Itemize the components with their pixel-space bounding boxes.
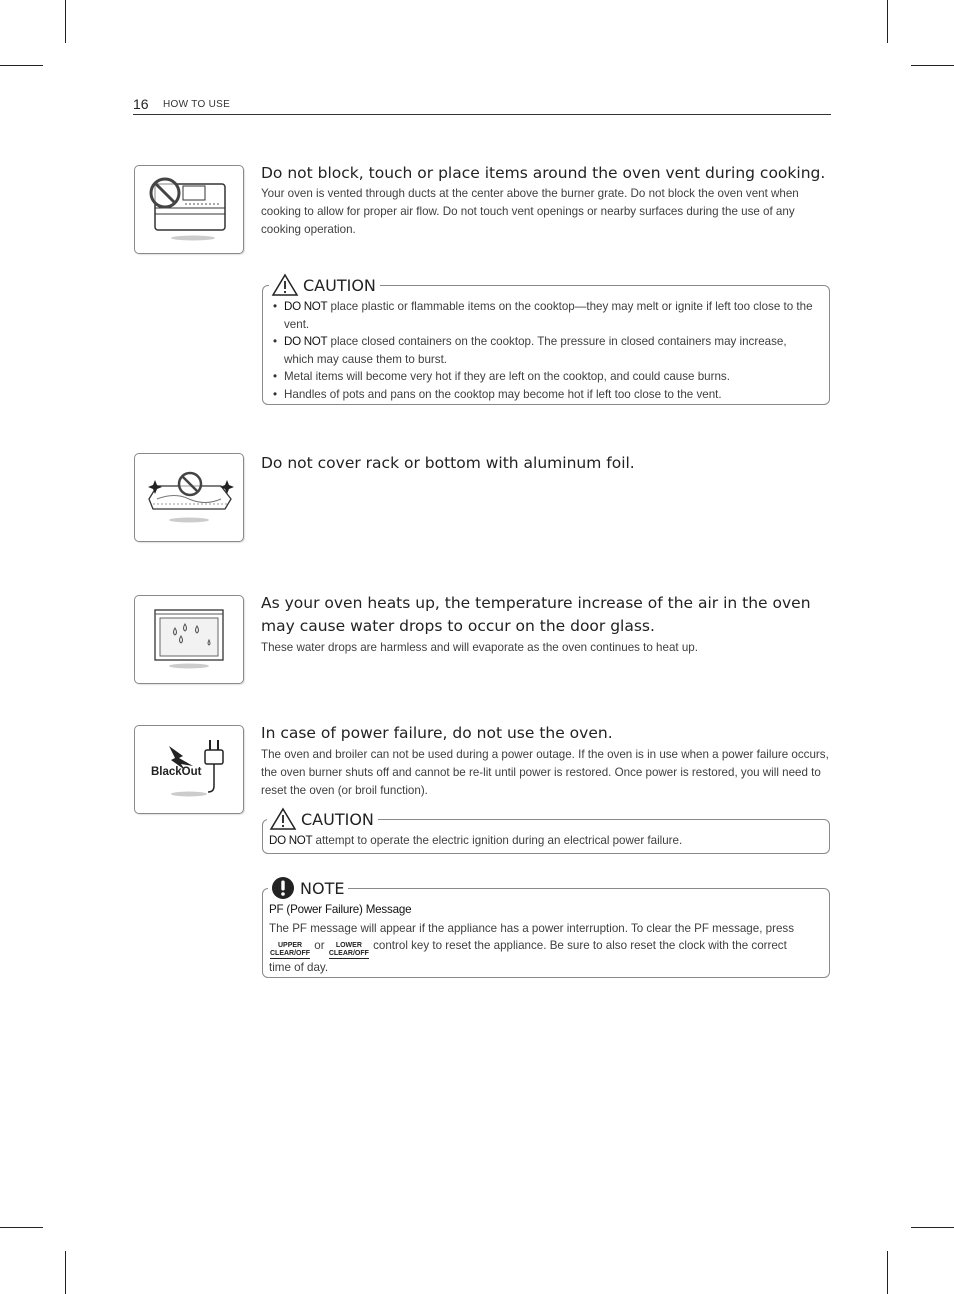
- vent-body: Your oven is vented through ducts at the center above the burner grate. Do not block the oven vent when cooking to allow for proper air flow. Do not touch vent openings or nearby surfaces during the use of any cooking operation.: [261, 187, 799, 236]
- crop-mark: [65, 0, 66, 43]
- page-header: [133, 96, 831, 115]
- caution-item: • DO NOT place closed containers on the cooktop. The pressure in closed containers may increase, which may cause them to burst.: [264, 333, 817, 368]
- upper-clear-off-key: UPPER CLEAR/OFF: [270, 942, 311, 957]
- crop-mark: [911, 65, 954, 66]
- crop-mark: [887, 0, 888, 43]
- foil-heading: Do not cover rack or bottom with aluminum foil.: [261, 454, 635, 472]
- caution-box: [262, 809, 830, 854]
- page-number: 16: [133, 96, 149, 112]
- caution-title: [269, 273, 380, 297]
- vent-heading: Do not block, touch or place items around the oven vent during cooking.: [261, 164, 826, 182]
- caution-label: CAUTION: [301, 809, 374, 829]
- note-title: [268, 876, 348, 900]
- crop-mark: [65, 1251, 66, 1294]
- caution-item: • Handles of pots and pans on the cooktop may become hot if left too close to the vent.: [264, 386, 817, 404]
- oven-vent-prohibited-icon: [134, 165, 244, 254]
- crop-mark: [887, 1251, 888, 1294]
- foil-prohibited-icon: [134, 453, 244, 542]
- caution-item: • DO NOT place plastic or flammable items on the cooktop—they may melt or ignite if left too close to the vent.: [264, 298, 817, 333]
- lower-clear-off-key: LOWER CLEAR/OFF: [328, 942, 369, 957]
- note-subtitle: PF (Power Failure) Message: [269, 903, 412, 916]
- caution-title: [267, 807, 378, 831]
- drops-body: These water drops are harmless and will evaporate as the oven continues to heat up.: [261, 641, 698, 654]
- blackout-label: BlackOut: [151, 766, 202, 778]
- caution-box: [262, 275, 830, 405]
- caution-item: • Metal items will become very hot if they are left on the cooktop, and could cause burns.: [264, 368, 817, 386]
- power-heading: In case of power failure, do not use the oven.: [261, 724, 613, 742]
- section-name: HOW TO USE: [163, 99, 231, 110]
- warning-triangle-icon: [271, 273, 299, 297]
- caution-label: CAUTION: [303, 275, 376, 295]
- crop-mark: [0, 65, 43, 66]
- door-glass-water-drops-icon: [134, 595, 244, 684]
- power-body: The oven and broiler can not be used during a power outage. If the oven is in use when a power failure occurs, the oven burner shuts off and cannot be re-lit until power is restored. Once power is restored, you will need to reset the oven (or broil function).: [261, 748, 829, 797]
- note-box: [262, 878, 830, 978]
- exclamation-circle-icon: [270, 876, 296, 900]
- caution-text: DO NOT attempt to operate the electric ignition during an electrical power failure.: [269, 834, 683, 847]
- warning-triangle-icon: [269, 807, 297, 831]
- crop-mark: [0, 1227, 43, 1228]
- crop-mark: [911, 1227, 954, 1228]
- note-text: The PF message will appear if the appliance has a power interruption. To clear the PF message, press UPPER CLEAR/OFF or LOWER CLEAR/OFF control key to reset the appliance. Be sure to also reset the clock with the correct time of day.: [269, 922, 794, 974]
- note-label: NOTE: [300, 878, 345, 898]
- drops-heading: As your oven heats up, the temperature increase of the air in the oven may cause water drops to occur on the door glass.: [261, 594, 811, 635]
- blackout-plug-icon: [134, 725, 244, 814]
